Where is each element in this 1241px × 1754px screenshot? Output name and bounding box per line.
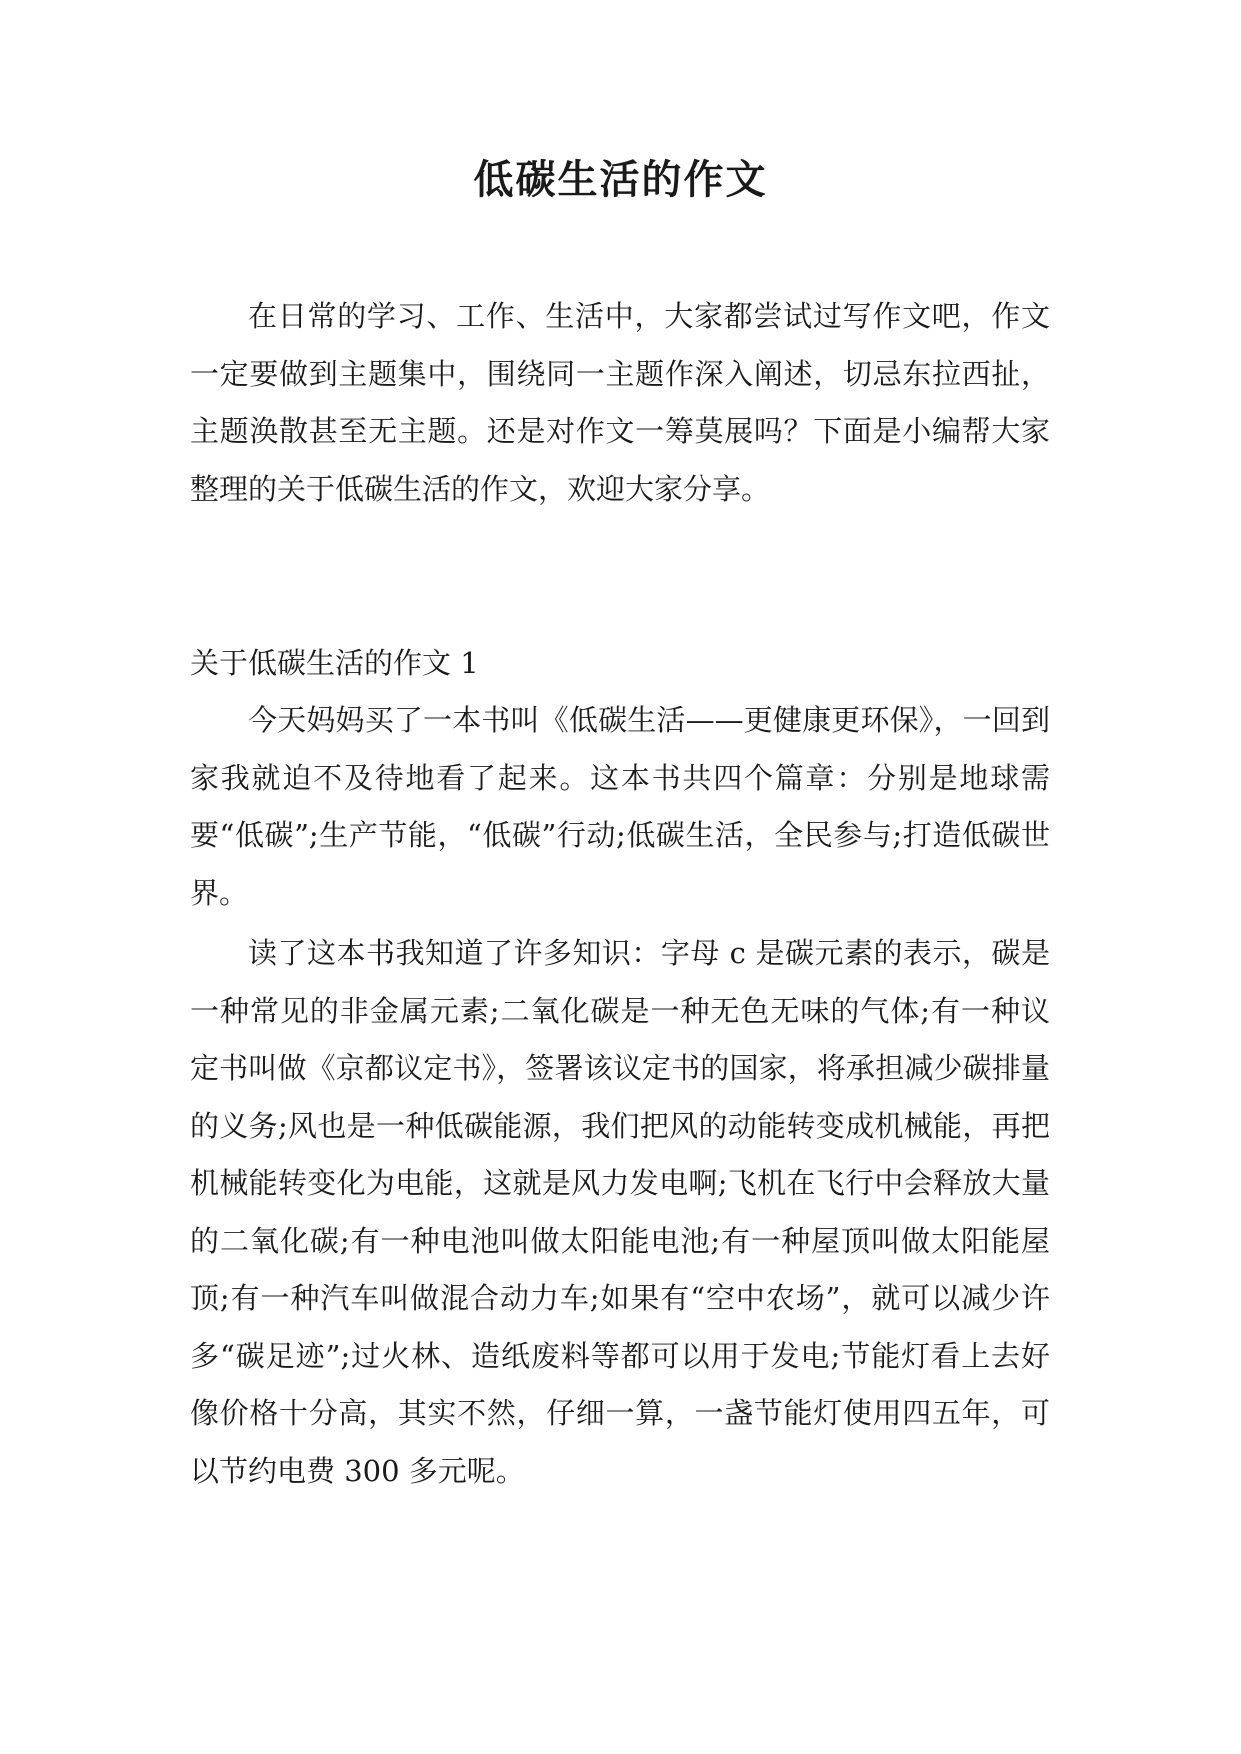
intro-paragraph: 在日常的学习、工作、生活中，大家都尝试过写作文吧，作文一定要做到主题集中，围绕同一主题作深入阐述，切忌东拉西扯，主题涣散甚至无主题。还是对作文一筹莫展吗？下面是小编帮大家整理的关于低碳生活的作文，欢迎大家分享。 <box>190 299 1050 506</box>
body-paragraph-2: 读了这本书我知道了许多知识：字母 c 是碳元素的表示，碳是一种常见的非金属元素;二氧化碳是一种无色无味的气体;有一种议定书叫做《京都议定书》，签署该议定书的国家，将承担减少碳排量的义务;风也是一种低碳能源，我们把风的动能转变成机械能，再把机械能转变化为电能，这就是风力发电啊;飞机在飞行中会释放大量的二氧化碳;有一种电池叫做太阳能电池;有一种屋顶叫做太阳能屋顶;有一种汽车叫做混合动力车;如果有“空中农场”，就可以减少许多“碳足迹”;过火林、造纸废料等都可以用于发电;节能灯看上去好像价格十分高，其实不然，仔细一算，一盏节能灯使用四五年，可以节约电费 300 多元呢。 <box>190 936 1050 1488</box>
body-paragraph-1: 今天妈妈买了一本书叫《低碳生活——更健康更环保》，一回到家我就迫不及待地看了起来。这本书共四个篇章：分别是地球需要“低碳”;生产节能，“低碳”行动;低碳生活，全民参与;打造低碳世界。 <box>190 703 1050 910</box>
document-title: 低碳生活的作文 <box>473 157 768 203</box>
section-heading: 关于低碳生活的作文 1 <box>190 646 479 680</box>
